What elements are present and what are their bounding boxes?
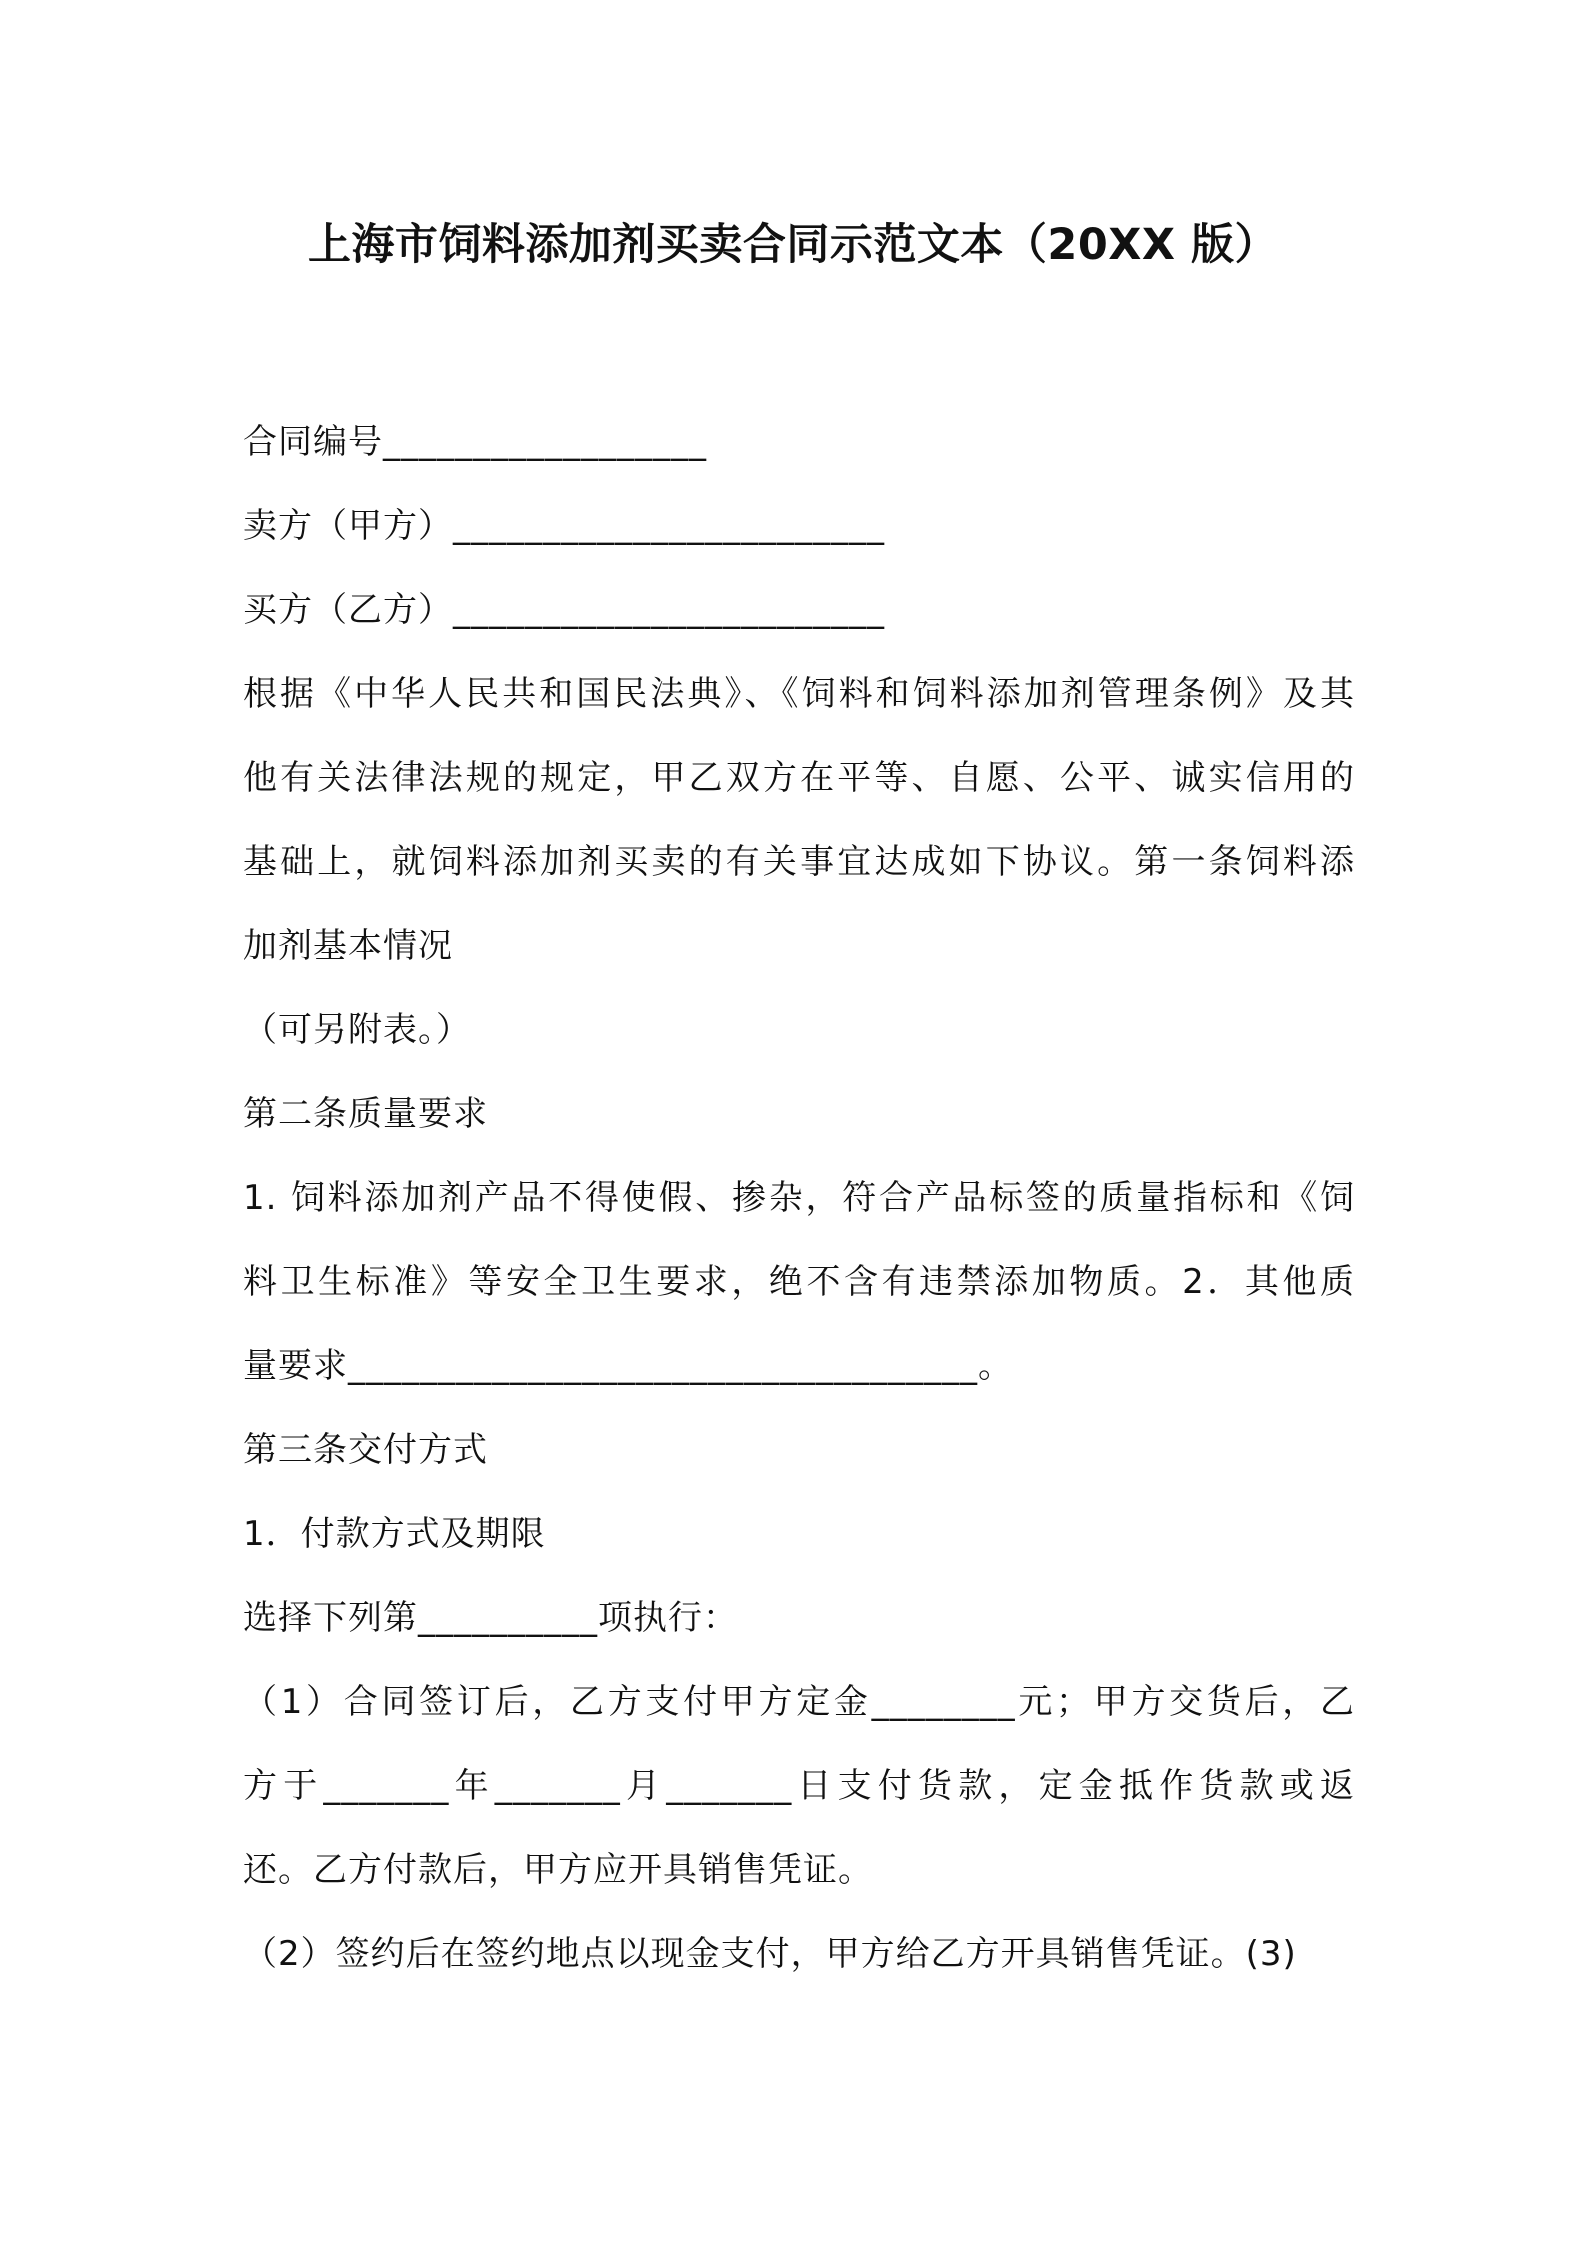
paragraph-line: 他有关法律法规的规定，甲乙双方在平等、自愿、公平、诚实信用的 bbox=[243, 758, 1355, 798]
buyer-line: 买方（乙方）________________________ bbox=[243, 590, 885, 630]
paragraph-line: 量要求___________________________________。 bbox=[243, 1346, 1013, 1386]
paragraph-line: （可另附表。） bbox=[243, 1010, 471, 1050]
document-title: 上海市饲料添加剂买卖合同示范文本（20XX 版） bbox=[307, 220, 1279, 270]
document-body bbox=[243, 400, 1355, 1996]
paragraph-line: （2）签约后在签约地点以现金支付，甲方给乙方开具销售凭证。(3) bbox=[243, 1934, 1297, 1974]
section-heading: 第三条交付方式 bbox=[243, 1430, 488, 1470]
paragraph-line: 1. 饲料添加剂产品不得使假、掺杂，符合产品标签的质量指标和《饲 bbox=[243, 1178, 1355, 1218]
contract-number-line: 合同编号__________________ bbox=[243, 422, 707, 462]
paragraph-line: 加剂基本情况 bbox=[243, 926, 453, 966]
paragraph-line: 1．付款方式及期限 bbox=[243, 1514, 546, 1554]
paragraph-line: 方于_______年_______月_______日支付货款，定金抵作货款或返 bbox=[243, 1766, 1355, 1806]
paragraph-line: 料卫生标准》等安全卫生要求，绝不含有违禁添加物质。2．其他质 bbox=[243, 1262, 1355, 1302]
paragraph-line: （1）合同签订后，乙方支付甲方定金________元；甲方交货后，乙 bbox=[243, 1682, 1355, 1722]
paragraph-line: 还。乙方付款后，甲方应开具销售凭证。 bbox=[243, 1850, 873, 1890]
section-heading: 第二条质量要求 bbox=[243, 1094, 488, 1134]
seller-line: 卖方（甲方）________________________ bbox=[243, 506, 885, 546]
paragraph-line: 根据《中华人民共和国民法典》、《饲料和饲料添加剂管理条例》及其 bbox=[243, 674, 1355, 714]
paragraph-line: 基础上，就饲料添加剂买卖的有关事宜达成如下协议。第一条饲料添 bbox=[243, 842, 1355, 882]
paragraph-line: 选择下列第__________项执行： bbox=[243, 1598, 738, 1638]
